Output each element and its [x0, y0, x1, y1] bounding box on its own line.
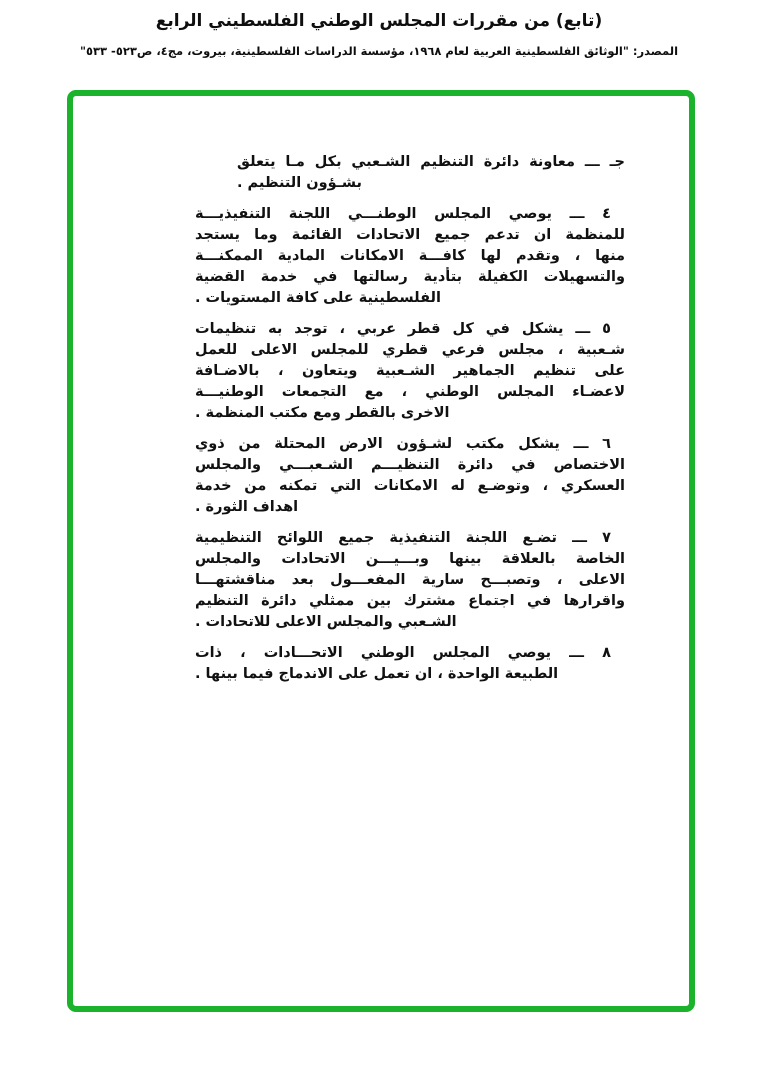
paragraph-item-8 [195, 643, 625, 685]
text-line: الخاصة بالعلاقة بينها وبـــيـــن الاتحادات والمجلس [195, 551, 625, 567]
text-line: ٨ ـــ يوصي المجلس الوطني الاتحـــادات ، ذات [195, 645, 611, 661]
text-line: على تنظيم الجماهير الشـعبية ويتعاون ، بالاضـافة [195, 363, 625, 379]
text-line: ٦ ـــ يشكل مكتب لشـؤون الارض المحتلة من ذوي [195, 436, 611, 452]
text-line: لاعضـاء المجلس الوطني ، مع التجمعات الوطنيـــة [195, 384, 625, 400]
paragraph-item-5 [195, 319, 625, 424]
text-line: الاخرى بالقطر ومع مكتب المنظمة . [195, 405, 450, 421]
source-citation: المصدر: "الوثائق الفلسطينية العربية لعام ١٩٦٨، مؤسسة الدراسات الفلسطينية، بيروت، مج٤، ص٥٢٣- ٥٣٣" [79, 44, 679, 58]
text-line: اهداف الثورة . [195, 499, 299, 515]
text-line: منها ، وتقدم لها كافـــة الامكانات المادية الممكنـــة [195, 248, 625, 264]
text-line: جـ ـــ معاونة دائرة التنظيم الشـعبي بكل مـا يتعلق [237, 154, 625, 170]
page-header-title: (تابع) من مقررات المجلس الوطني الفلسطيني الرابع [155, 11, 603, 31]
text-line: والتسهيلات الكفيلة بتأدية رسالتها في خدمة القضية [195, 269, 625, 285]
text-line: بشـؤون التنظيم . [237, 175, 362, 191]
text-line: شـعبية ، مجلس فرعي قطري للمجلس الاعلى للعمل [195, 342, 625, 358]
paragraph-item-6 [195, 434, 625, 518]
text-line: الشـعبي والمجلس الاعلى للاتحادات . [195, 614, 457, 630]
text-line: الفلسطينية على كافة المستويات . [195, 290, 441, 306]
text-line: للمنظمة ان تدعم جميع الاتحادات القائمة وما يستجد [195, 227, 625, 243]
text-line: الطبيعة الواحدة ، ان تعمل على الاندماج فيما بينها . [195, 666, 559, 682]
text-line: واقرارها في اجتماع مشترك بين ممثلي دائرة التنظيم [195, 593, 625, 609]
text-line: الاعلى ، وتصبـــح سارية المفعـــول بعد مناقشتهـــا [195, 572, 625, 588]
text-line: العسكري ، وتوضـع له الامكانات التي تمكنه من خدمة [195, 478, 625, 494]
text-line: ٤ ـــ يوصي المجلس الوطنـــي اللجنة التنفيذيـــة [195, 206, 611, 222]
text-line: الاختصاص في دائرة التنظيـــم الشـعبـــي والمجلس [195, 457, 625, 473]
paragraph-item-7 [195, 528, 625, 633]
text-line: ٥ ـــ يشكل في كل قطر عربي ، توجد به تنظيمات [195, 321, 611, 337]
text-line: ٧ ـــ تضـع اللجنة التنفيذية جميع اللوائح التنظيمية [195, 530, 611, 546]
document-frame [67, 90, 695, 1012]
paragraph-item-c [237, 152, 625, 194]
paragraph-item-4 [195, 204, 625, 309]
document-body [195, 152, 625, 695]
